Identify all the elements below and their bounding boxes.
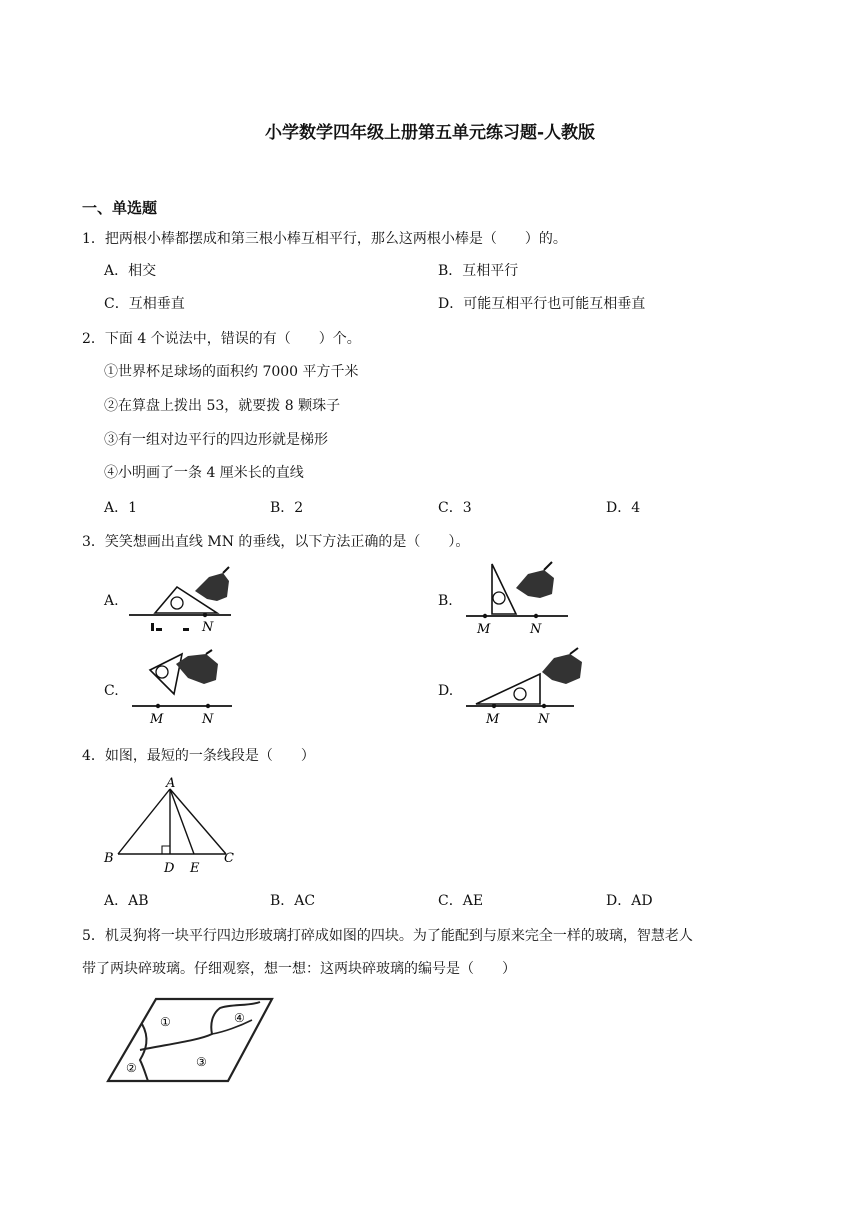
q5-piece-1-label: ① — [160, 1015, 171, 1029]
question-3-stem: 3．笑笑想画出直线 MN 的垂线，以下方法正确的是（ ）。 — [82, 534, 470, 550]
q4-label-d: D — [164, 861, 175, 876]
q1-option-c[interactable]: C．互相垂直 — [104, 296, 185, 312]
q3-option-a[interactable]: A. — [104, 593, 119, 609]
q3-figure-d — [462, 648, 587, 728]
q5-broken-glass-figure — [100, 990, 285, 1090]
q2-statement-1: ①世界杯足球场的面积约 7000 平方千米 — [104, 364, 359, 380]
q4-label-c: C — [224, 851, 234, 866]
q4-label-a: A — [166, 776, 176, 791]
q2-option-b[interactable]: B．2 — [270, 500, 304, 516]
q3-option-c[interactable]: C. — [104, 683, 119, 699]
q4-option-a[interactable]: A．AB — [104, 893, 149, 909]
q4-label-e: E — [190, 861, 200, 876]
q3-label-n: N — [202, 620, 214, 635]
page-title: 小学数学四年级上册第五单元练习题-人教版 — [264, 123, 596, 143]
q3-label-m: M — [477, 622, 491, 637]
q2-statement-4: ④小明画了一条 4 厘米长的直线 — [104, 465, 304, 481]
q1-option-a[interactable]: A．相交 — [104, 263, 157, 279]
q4-triangle-figure — [100, 775, 245, 880]
q1-option-d[interactable]: D．可能互相平行也可能互相垂直 — [438, 296, 646, 312]
q4-label-b: B — [104, 851, 114, 866]
q3-label-n: N — [202, 712, 214, 727]
q2-option-a[interactable]: A．1 — [104, 500, 138, 516]
question-2-stem: 2．下面 4 个说法中，错误的有（ ）个。 — [82, 331, 361, 347]
q5-piece-2-label: ② — [126, 1061, 137, 1075]
q3-option-d[interactable]: D. — [438, 683, 454, 699]
q4-option-d[interactable]: D．AD — [606, 893, 653, 909]
q1-option-b[interactable]: B．互相平行 — [438, 263, 519, 279]
q2-statement-2: ②在算盘上拨出 53，就要拨 8 颗珠子 — [104, 398, 341, 414]
q3-figure-c — [128, 650, 243, 730]
q2-option-c[interactable]: C．3 — [438, 500, 472, 516]
q3-label-n: N — [538, 712, 550, 727]
q3-figure-b — [462, 560, 577, 640]
q2-option-d[interactable]: D．4 — [606, 500, 641, 516]
question-5-stem-line-2: 带了两块碎玻璃。仔细观察，想一想：这两块碎玻璃的编号是（ ） — [82, 961, 516, 977]
q3-label-n: N — [530, 622, 542, 637]
question-1-stem: 1．把两根小棒都摆成和第三根小棒互相平行，那么这两根小棒是（ ）的。 — [82, 231, 567, 247]
q4-option-b[interactable]: B．AC — [270, 893, 316, 909]
question-5-stem-line-1: 5．机灵狗将一块平行四边形玻璃打碎成如图的四块。为了能配到与原来完全一样的玻璃，智慧老人 — [82, 928, 693, 944]
q3-label-m: M — [486, 712, 500, 727]
q5-piece-4-label: ④ — [234, 1011, 245, 1025]
q3-figure-a — [125, 565, 240, 640]
question-4-stem: 4．如图，最短的一条线段是（ ） — [82, 748, 315, 764]
q5-piece-3-label: ③ — [196, 1055, 207, 1069]
q2-statement-3: ③有一组对边平行的四边形就是梯形 — [104, 432, 328, 448]
q3-option-b[interactable]: B. — [438, 593, 453, 609]
section-heading: 一、单选题 — [82, 199, 158, 217]
q3-label-m: M — [150, 712, 164, 727]
q4-option-c[interactable]: C．AE — [438, 893, 484, 909]
